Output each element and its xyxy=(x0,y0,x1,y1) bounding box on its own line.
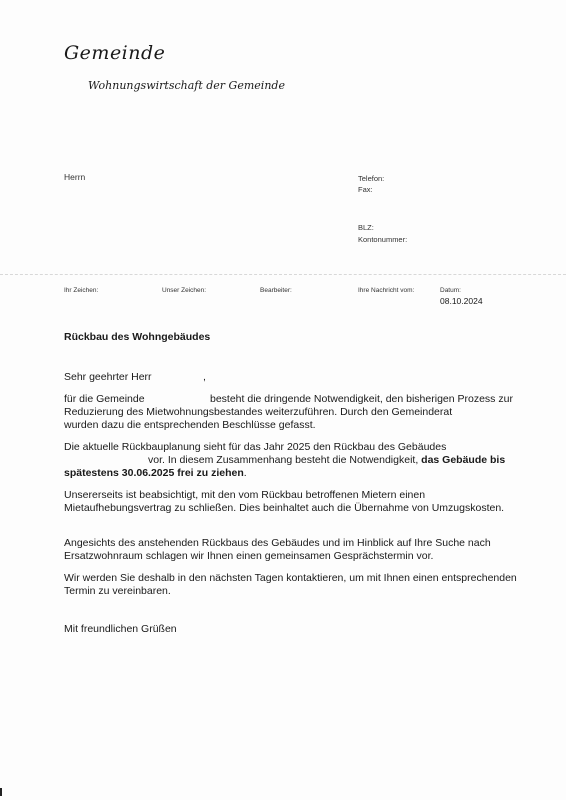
paragraph-2-line-3 xyxy=(64,467,247,480)
paragraph-5-line-1: Wir werden Sie deshalb in den nächsten Tagen kontaktieren, um mit Ihnen einen entsprechenden xyxy=(64,572,517,584)
paragraph-1-line-1a: für die Gemeinde xyxy=(64,393,145,405)
paragraph-5-line-2: Termin zu vereinbaren. xyxy=(64,585,171,597)
account-label: Kontonummer: xyxy=(358,235,408,244)
fold-line xyxy=(0,274,566,275)
letterhead-title: Gemeinde xyxy=(64,42,166,64)
scan-mark xyxy=(0,788,2,796)
paragraph-3-line-2: Mietaufhebungsvertrag zu schließen. Dies beinhaltet auch die Übernahme von Umzugskosten. xyxy=(64,502,505,514)
paragraph-1-line-2: Reduzierung des Mietwohnungsbestandes weiterzuführen. Durch den Gemeinderat xyxy=(64,406,453,418)
paragraph-2-emphasis-1: das Gebäude bis xyxy=(421,454,506,466)
ref-your-sign: Ihr Zeichen: xyxy=(64,287,99,294)
subject-line: Rückbau des Wohngebäudes xyxy=(64,331,211,343)
paragraph-1-line-3: wurden dazu die entsprechenden Beschlüsse gefasst. xyxy=(64,419,316,431)
blz-label: BLZ: xyxy=(358,223,374,232)
ref-our-sign: Unser Zeichen: xyxy=(162,287,207,294)
greeting: Sehr geehrter Herr xyxy=(64,371,152,383)
recipient-salutation: Herrn xyxy=(64,172,86,182)
paragraph-2-line-2-text: vor. In diesem Zusammenhang besteht die Notwendigkeit, xyxy=(148,454,419,466)
paragraph-2-line-2 xyxy=(148,454,505,467)
ref-handler: Bearbeiter: xyxy=(260,287,292,294)
date-label: Datum: xyxy=(440,287,461,294)
ref-your-message: Ihre Nachricht vom: xyxy=(358,287,415,294)
paragraph-2-period: . xyxy=(243,467,247,479)
greeting-comma: , xyxy=(203,371,206,383)
paragraph-4-line-1: Angesichts des anstehenden Rückbaus des Gebäudes und im Hinblick auf Ihre Suche nach xyxy=(64,537,491,549)
closing: Mit freundlichen Grüßen xyxy=(64,623,177,635)
paragraph-1-line-1b: besteht die dringende Notwendigkeit, den bisherigen Prozess zur xyxy=(210,393,513,405)
fax-label: Fax: xyxy=(358,185,373,194)
paragraph-2-emphasis-2: spätestens 30.06.2025 frei zu ziehen xyxy=(64,467,244,479)
letterhead-subtitle: Wohnungswirtschaft der Gemeinde xyxy=(88,79,285,92)
paragraph-3-line-1: Unsererseits ist beabsichtigt, mit den vom Rückbau betroffenen Mietern einen xyxy=(64,489,426,501)
phone-label: Telefon: xyxy=(358,174,385,183)
paragraph-2-line-1: Die aktuelle Rückbauplanung sieht für das Jahr 2025 den Rückbau des Gebäudes xyxy=(64,441,447,453)
paragraph-4-line-2: Ersatzwohnraum schlagen wir Ihnen einen gemeinsamen Gesprächstermin vor. xyxy=(64,550,434,562)
date-value: 08.10.2024 xyxy=(440,296,483,306)
